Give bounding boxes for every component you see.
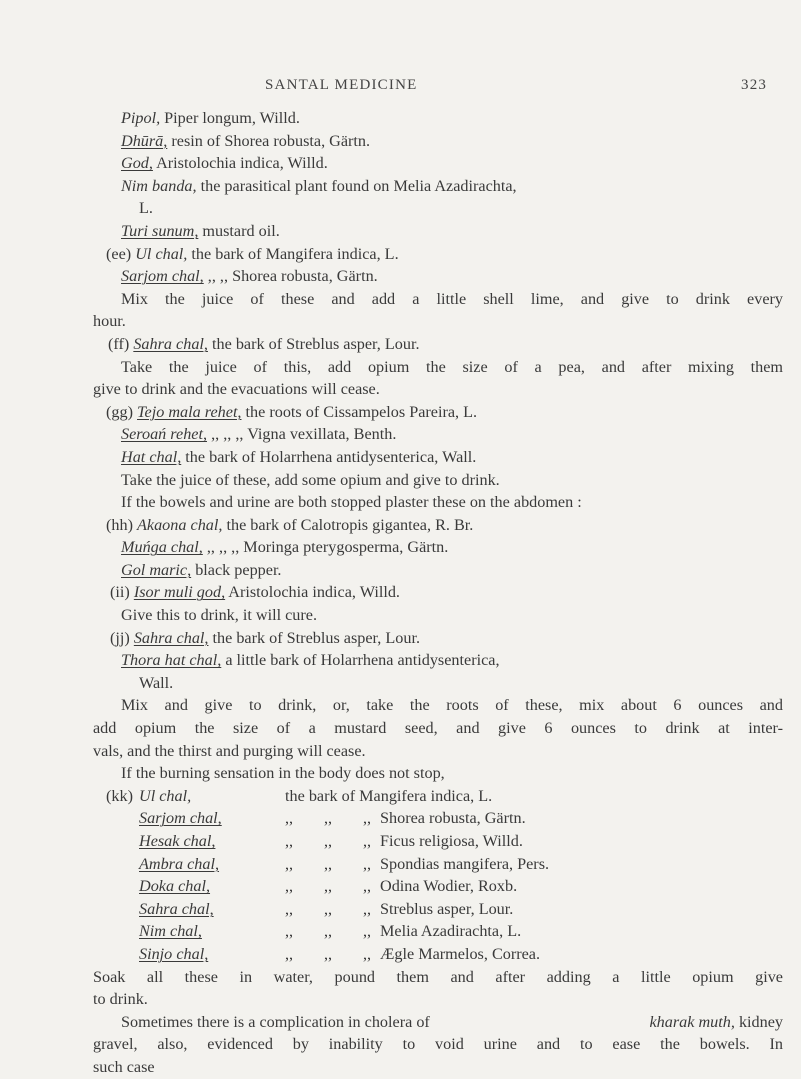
plant-name: Shorea robusta, Gärtn. — [380, 809, 526, 828]
gloss: ,, ,, ,, Vigna vexillata, Benth. — [207, 425, 397, 444]
gloss: the roots of Cissampelos Pareira, L. — [241, 402, 478, 421]
text-line — [93, 559, 783, 582]
ditto-mark: ,, — [285, 832, 294, 850]
paragraph-text: Take the juice of this, add opium the size of a pea, and after mixing them — [121, 357, 783, 376]
paragraph-text: Soak all these in water, pound them and after adding a little opium give — [93, 967, 783, 986]
text-line — [93, 536, 783, 559]
table-row — [93, 898, 783, 921]
text-line: Take the juice of these, add some opium and give to drink. — [121, 470, 500, 489]
text-line: Give this to drink, it will cure. — [121, 606, 318, 625]
ingredient-table — [93, 807, 783, 965]
recipe-ff — [93, 333, 783, 356]
gloss: the bark of Calotropis gigantea, R. Br. — [222, 515, 474, 534]
santal-term: Hesak chal, — [139, 832, 216, 850]
santal-term: Doka chal, — [139, 877, 211, 896]
recipe-label: (kk) — [106, 786, 133, 805]
text-line: such case — [93, 1057, 155, 1076]
text-line — [93, 220, 783, 243]
text-line — [93, 152, 783, 175]
text-line — [93, 175, 783, 198]
recipe-ee — [93, 243, 783, 266]
table-row — [93, 807, 783, 830]
table-row — [93, 920, 783, 943]
ditto-mark: ,, — [324, 944, 333, 963]
santal-term: Seroań rehet, — [121, 425, 208, 444]
recipe-label: (ii) — [110, 583, 134, 602]
text-line: If the burning sensation in the body does not stop, — [121, 764, 445, 783]
recipe-jj — [93, 627, 783, 650]
ditto-mark: ,, — [324, 877, 333, 896]
ditto-mark: ,, — [324, 854, 333, 873]
recipe-label: (hh) — [106, 515, 138, 534]
plant-name: Spondias mangifera, Pers. — [380, 854, 550, 873]
text-line — [93, 1011, 783, 1034]
text-line — [93, 649, 783, 672]
santal-term: Sahra chal, — [133, 334, 208, 353]
page-body — [93, 107, 783, 1079]
recipe-gg — [93, 401, 783, 424]
ditto-mark: ,, — [285, 944, 294, 963]
text-line: If the bowels and urine are both stopped plaster these on the abdomen : — [121, 493, 582, 512]
santal-term: Ambra chal, — [139, 854, 220, 873]
gloss: black pepper. — [191, 560, 282, 579]
santal-term: Dhūrā, — [121, 131, 168, 150]
text-line: vals, and the thirst and purging will cease. — [93, 741, 366, 760]
running-title: SANTAL MEDICINE — [265, 77, 418, 93]
ditto-mark: ,, — [285, 899, 294, 918]
text-line — [93, 130, 783, 153]
santal-term: Ul chal, — [139, 786, 192, 805]
paragraph-text: Mix the juice of these and add a little shell lime, and give to drink every — [121, 289, 783, 308]
table-row — [93, 830, 783, 853]
text-line — [93, 694, 783, 717]
text-line — [93, 107, 783, 130]
ditto-mark: ,, — [285, 809, 294, 828]
running-header — [0, 77, 801, 99]
text-line: Wall. — [139, 673, 174, 692]
gloss: Piper longum, Willd. — [160, 109, 300, 127]
text-line: to drink. — [93, 990, 148, 1009]
recipe-hh — [93, 514, 783, 537]
recipe-kk — [93, 785, 783, 808]
gloss: resin of Shorea robusta, Gärtn. — [167, 131, 371, 150]
paragraph-text: Sometimes there is a complication in cholera of — [121, 1012, 430, 1031]
recipe-label: (gg) — [106, 402, 138, 421]
plant-name: Odina Wodier, Roxb. — [380, 877, 518, 896]
ditto-mark: ,, — [285, 877, 294, 896]
santal-term: Hat chal, — [121, 447, 182, 466]
santal-term: Muńga chal, — [121, 538, 203, 557]
plant-name: Ficus religiosa, Willd. — [380, 832, 523, 850]
plant-name: Ægle Marmelos, Correa. — [380, 944, 541, 963]
gloss: ,, ,, ,, Moringa pterygosperma, Gärtn. — [202, 538, 449, 557]
ditto-mark: ,, — [363, 899, 372, 918]
santal-term: Turi sunum, — [121, 221, 199, 240]
gloss: Aristolochia indica, Willd. — [225, 583, 400, 602]
gloss: the bark of Holarrhena antidysenterica, Wall. — [181, 447, 477, 466]
plant-name: Streblus asper, Lour. — [380, 899, 514, 918]
text-line — [93, 356, 783, 379]
santal-term: Pipol, — [121, 109, 161, 127]
gloss: Aristolochia indica, Willd. — [152, 154, 328, 173]
text-line — [93, 446, 783, 469]
page-number: 323 — [741, 77, 768, 93]
text-line — [93, 288, 783, 311]
santal-term: Isor muli god, — [133, 583, 226, 602]
santal-term: Sinjo chal, — [139, 944, 209, 963]
text-line — [93, 265, 783, 288]
santal-term: Nim banda, — [121, 176, 197, 195]
santal-term: Sarjom chal, — [139, 809, 222, 828]
ditto-mark: ,, — [363, 832, 372, 850]
gloss: a little bark of Holarrhena antidysenterica, — [221, 651, 500, 670]
plant-name: Melia Azadirachta, L. — [380, 922, 522, 941]
text-line: hour. — [93, 312, 126, 331]
ditto-mark: ,, — [324, 809, 333, 828]
paragraph-text: Mix and give to drink, or, take the roots of these, mix about 6 ounces and — [121, 696, 783, 715]
recipe-label: (jj) — [110, 628, 134, 647]
ditto-mark: ,, — [324, 922, 333, 941]
gloss: ,, ,, Shorea robusta, Gärtn. — [203, 267, 378, 286]
ditto-mark: ,, — [285, 922, 294, 941]
santal-term: Ul chal, — [135, 244, 188, 263]
table-row — [93, 853, 783, 876]
ditto-mark: ,, — [363, 922, 372, 941]
text-line — [93, 1033, 783, 1056]
table-row — [93, 943, 783, 966]
paragraph-text: kidney — [734, 1012, 783, 1031]
gloss: mustard oil. — [198, 221, 280, 240]
santal-term: Gol maric, — [121, 560, 192, 579]
ditto-mark: ,, — [324, 832, 333, 850]
text-line: L. — [139, 199, 153, 218]
table-row — [93, 875, 783, 898]
gloss: the parasitical plant found on Melia Azadirachta, — [196, 176, 517, 195]
santal-term: Sarjom chal, — [121, 267, 204, 286]
santal-term: Sahra chal, — [133, 628, 209, 647]
paragraph-text: add opium the size of a mustard seed, and give 6 ounces to drink at inter- — [93, 719, 783, 738]
text-line — [93, 423, 783, 446]
ditto-mark: ,, — [363, 944, 372, 963]
ditto-mark: ,, — [363, 877, 372, 896]
ditto-mark: ,, — [285, 854, 294, 873]
recipe-ii — [93, 581, 783, 604]
gloss: the bark of Mangifera indica, L. — [187, 244, 399, 263]
text-line — [93, 966, 783, 989]
santal-term: Nim chal, — [139, 922, 202, 941]
gloss: the bark of Mangifera indica, L. — [285, 786, 493, 805]
santal-term: kharak muth, — [649, 1012, 735, 1031]
recipe-label: (ff) — [108, 334, 134, 353]
text-line: give to drink and the evacuations will cease. — [93, 380, 380, 399]
ditto-mark: ,, — [363, 854, 372, 873]
ditto-mark: ,, — [363, 809, 372, 828]
ditto-mark: ,, — [324, 899, 333, 918]
santal-term: Tejo mala rehet, — [137, 402, 242, 421]
recipe-label: (ee) — [106, 244, 136, 263]
santal-term: Akaona chal, — [137, 515, 223, 534]
paragraph-text: gravel, also, evidenced by inability to void urine and to ease the bowels. In — [93, 1035, 783, 1054]
santal-term: Thora hat chal, — [121, 651, 222, 670]
gloss: the bark of Streblus asper, Lour. — [207, 334, 420, 353]
santal-term: Sahra chal, — [139, 899, 214, 918]
santal-term: God, — [121, 154, 153, 173]
gloss: the bark of Streblus asper, Lour. — [208, 628, 421, 647]
text-line — [93, 717, 783, 740]
